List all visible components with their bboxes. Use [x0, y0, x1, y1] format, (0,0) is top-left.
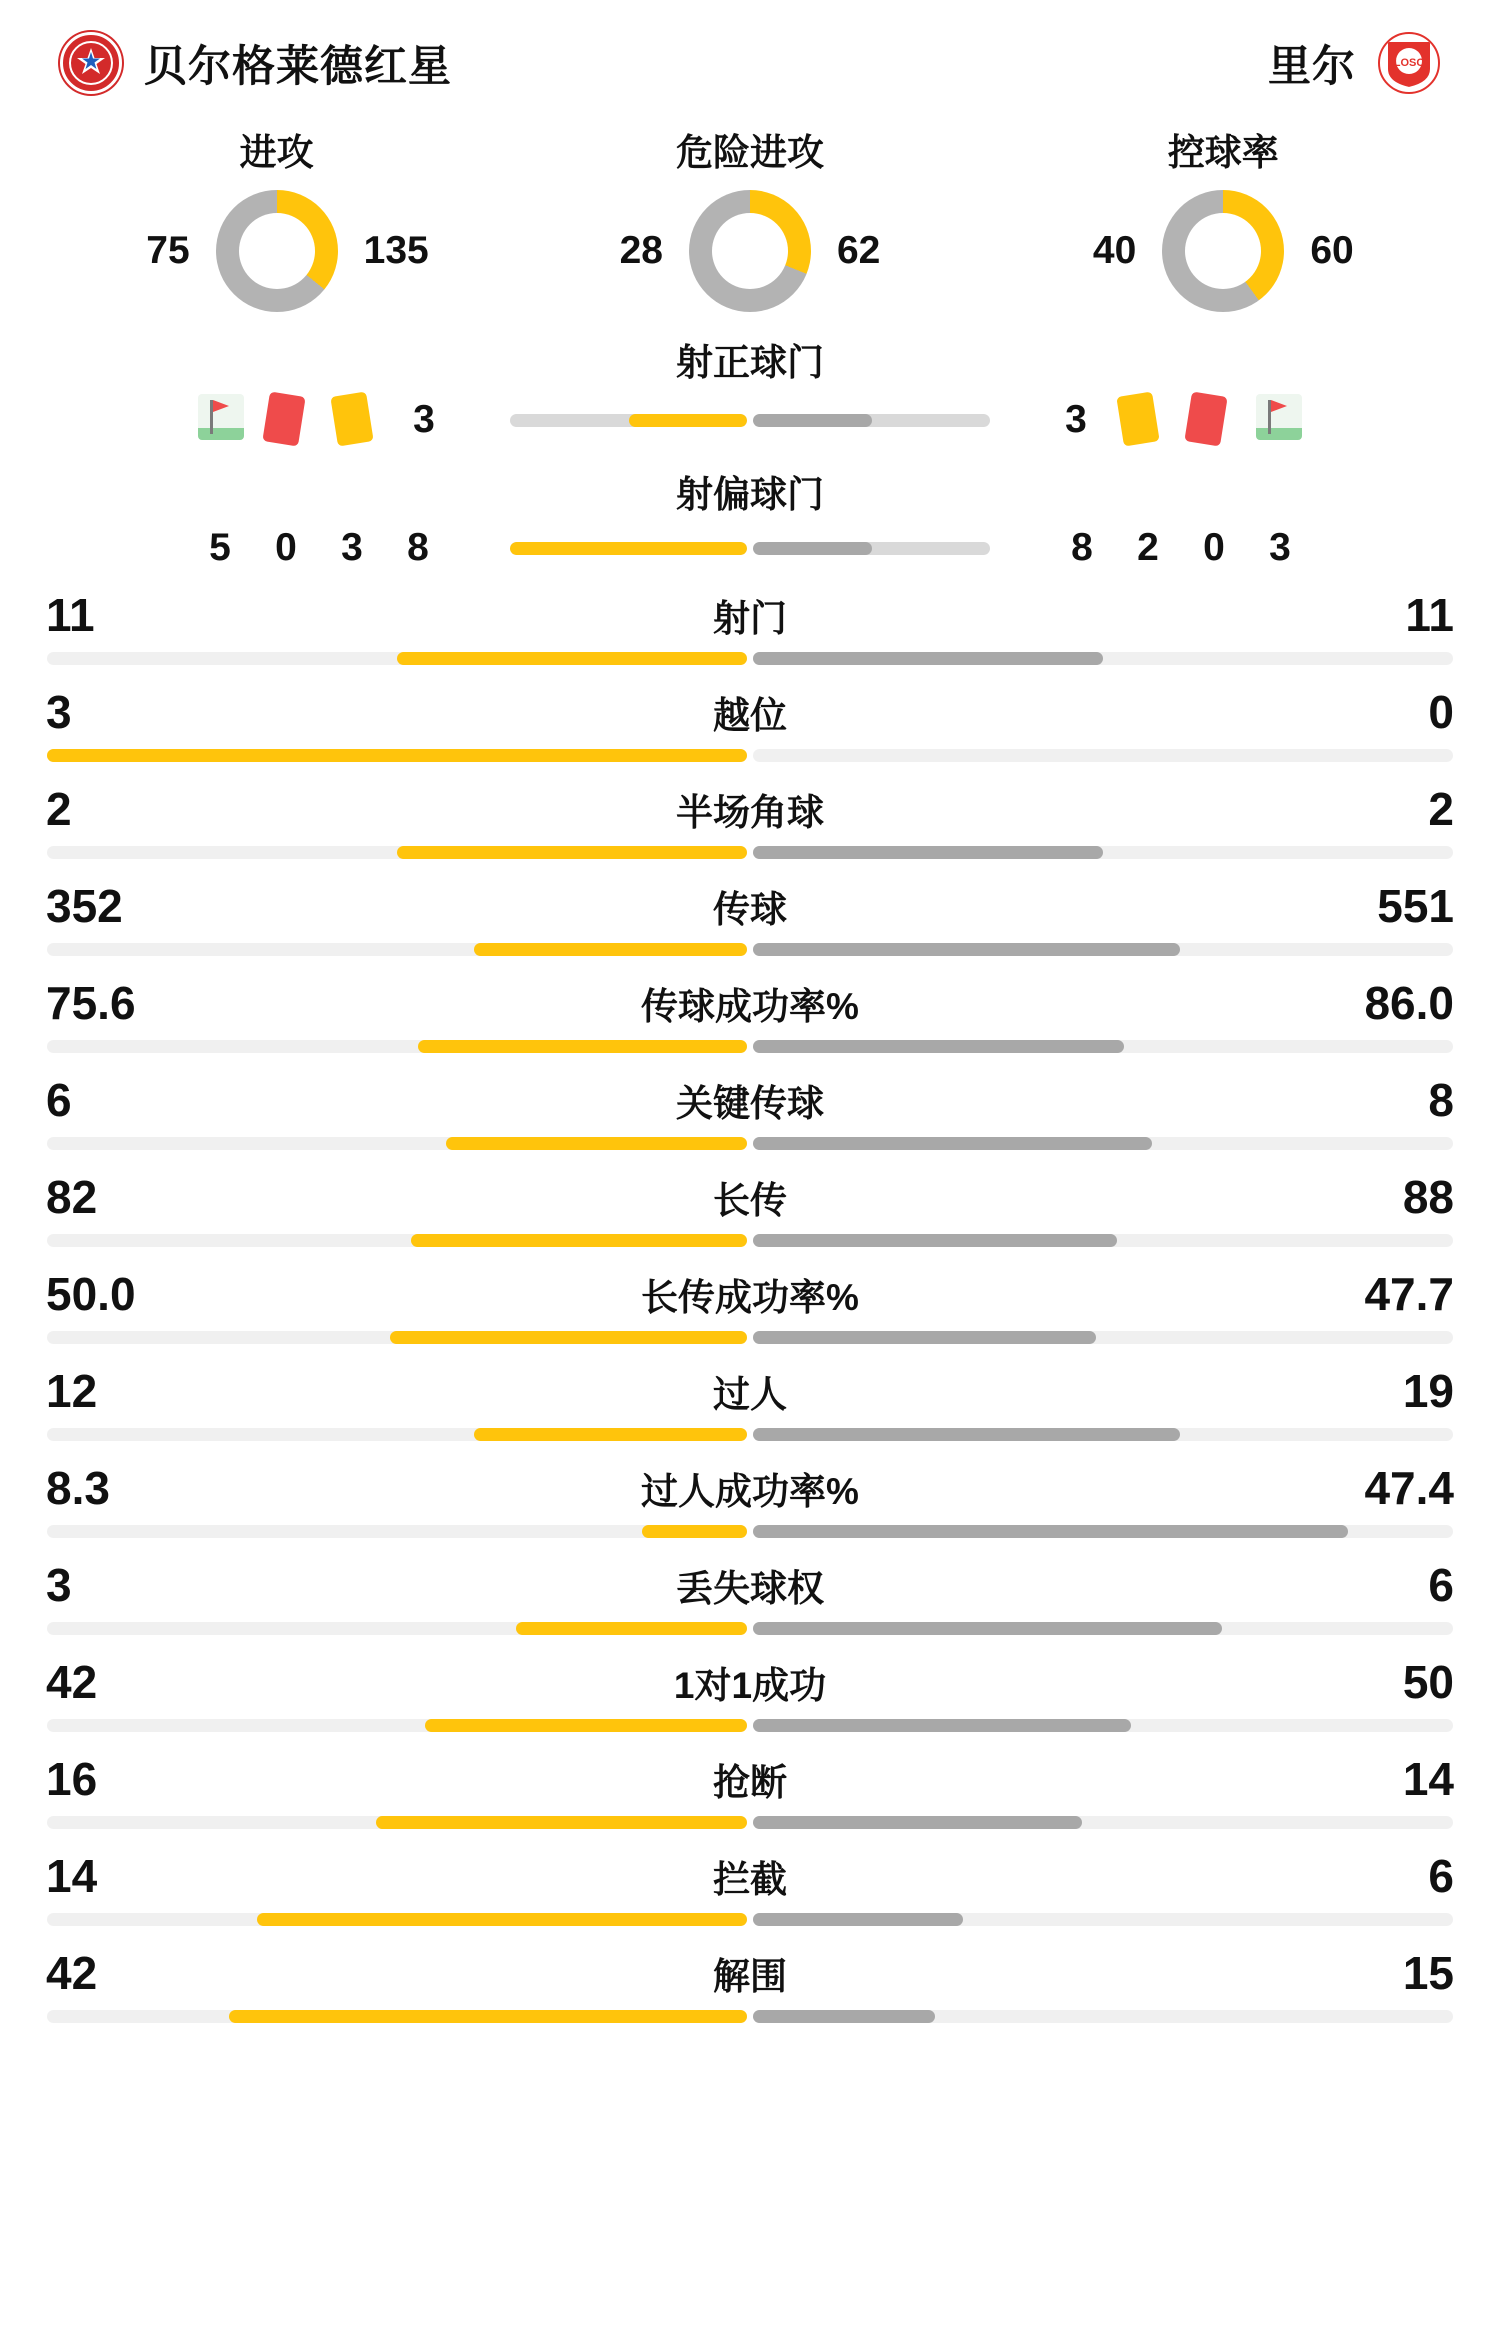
- donut-title: 进攻: [239, 132, 314, 173]
- stat-label: 过人成功率%: [641, 1471, 859, 1512]
- donut-stats: [0, 112, 1500, 318]
- donut-title: 危险进攻: [675, 132, 824, 173]
- stat-bar-away: [753, 846, 1453, 859]
- away-team: [1268, 32, 1440, 94]
- away-yellow-card-count: 2: [1137, 526, 1159, 569]
- stat-home-value: 14: [46, 1850, 98, 1902]
- svg-text:LOSC: LOSC: [1393, 57, 1425, 69]
- stat-away-value: 47.4: [1364, 1462, 1454, 1514]
- yellow-card-icon: [1120, 394, 1166, 446]
- stat-home-value: 6: [46, 1074, 72, 1126]
- donut-away-value: 135: [363, 229, 429, 272]
- stat-away-value: 14: [1402, 1753, 1454, 1805]
- donut-home-value: 40: [1092, 229, 1137, 272]
- stat-row: [42, 1841, 1458, 1938]
- stat-bar-home: [47, 652, 747, 665]
- stat-bar-away: [753, 749, 1453, 762]
- stat-label: 关键传球: [676, 1083, 824, 1124]
- stat-bar-away: [753, 1428, 1453, 1441]
- donut-stat-dangerous-attacks: [540, 122, 960, 312]
- home-team-name: 贝尔格莱德红星: [144, 42, 452, 91]
- stat-row: [42, 1259, 1458, 1356]
- stat-row: [42, 1453, 1458, 1550]
- stat-label: 越位: [713, 695, 787, 736]
- stat-label: 解围: [713, 1956, 787, 1997]
- stat-bar-away: [753, 1622, 1453, 1635]
- stat-bar-away: [753, 1816, 1453, 1829]
- donut-stat-attacks: [67, 122, 487, 312]
- shots-off-target-row: [36, 526, 1464, 570]
- stat-away-value: 50: [1402, 1656, 1454, 1708]
- stat-away-value: 15: [1402, 1947, 1454, 1999]
- losc-lille-crest-icon: [1378, 32, 1440, 94]
- stat-home-value: 75.6: [46, 977, 136, 1029]
- stat-bar-away: [753, 1040, 1453, 1053]
- stat-row: [42, 774, 1458, 871]
- stat-home-value: 8.3: [46, 1462, 110, 1514]
- red-star-belgrade-crest-icon: [60, 32, 122, 94]
- stat-away-value: 0: [1428, 686, 1454, 738]
- stat-bar-home: [47, 1622, 747, 1635]
- stat-bar-away: [753, 652, 1453, 665]
- donut-home-value: 28: [619, 229, 663, 272]
- red-card-icon: [266, 394, 312, 446]
- home-yellow-card-count: 3: [341, 526, 363, 569]
- stat-row: [42, 1065, 1458, 1162]
- stat-list: [0, 570, 1500, 2065]
- stat-away-value: 6: [1428, 1850, 1454, 1902]
- stat-label: 射门: [713, 598, 787, 639]
- red-card-icon: [1188, 394, 1234, 446]
- stat-row: [42, 1938, 1458, 2035]
- stat-bar-away: [753, 1913, 1453, 1926]
- shots-off-target-label: 射偏球门: [676, 474, 824, 515]
- bar-away: [753, 542, 990, 555]
- stat-bar-away: [753, 1719, 1453, 1732]
- stat-home-value: 3: [46, 686, 72, 738]
- stat-bar-away: [753, 1137, 1453, 1150]
- stat-home-value: 42: [46, 1947, 98, 1999]
- stat-home-value: 12: [46, 1365, 98, 1417]
- stat-bar-home: [47, 1428, 747, 1441]
- donut-away-value: 62: [836, 229, 881, 272]
- stat-bar-home: [47, 1816, 747, 1829]
- stat-away-value: 2: [1428, 783, 1454, 835]
- yellow-card-icon: [334, 394, 380, 446]
- shots-on-target-label: 射正球门: [676, 342, 824, 383]
- shots-off-target-home-value: 8: [407, 526, 429, 569]
- corner-flag-icon: [1256, 394, 1302, 446]
- stat-home-value: 3: [46, 1559, 72, 1611]
- shots-on-target-home-value: 3: [413, 398, 435, 441]
- donut-chart: [1162, 190, 1284, 312]
- home-corner-count: 5: [209, 526, 231, 569]
- icon-stats-section: [0, 318, 1500, 570]
- stat-row: [42, 1550, 1458, 1647]
- stat-bar-home: [47, 1137, 747, 1150]
- stat-away-value: 47.7: [1364, 1268, 1454, 1320]
- stat-bar-away: [753, 1234, 1453, 1247]
- stat-bar-home: [47, 1525, 747, 1538]
- stat-bar-home: [47, 1913, 747, 1926]
- home-team: [60, 32, 452, 94]
- stat-bar-away: [753, 1331, 1453, 1344]
- stat-bar-home: [47, 749, 747, 762]
- stat-away-value: 88: [1402, 1171, 1454, 1223]
- stat-label: 传球成功率%: [641, 986, 859, 1027]
- donut-chart: [689, 190, 811, 312]
- stat-label: 传球: [713, 889, 787, 930]
- stat-label: 1对1成功: [673, 1665, 827, 1706]
- stat-away-value: 551: [1377, 880, 1454, 932]
- stat-bar-away: [753, 1525, 1453, 1538]
- stat-home-value: 11: [46, 589, 95, 641]
- stat-away-value: 11: [1405, 589, 1454, 641]
- stat-home-value: 50.0: [46, 1268, 136, 1320]
- stat-home-value: 16: [46, 1753, 98, 1805]
- stat-home-value: 82: [46, 1171, 98, 1223]
- stat-label: 长传成功率%: [641, 1277, 859, 1318]
- stat-away-value: 19: [1402, 1365, 1454, 1417]
- stat-row: [42, 1356, 1458, 1453]
- donut-title: 控球率: [1167, 132, 1279, 173]
- away-red-card-count: 0: [1203, 526, 1225, 569]
- stat-label: 拦截: [713, 1859, 787, 1900]
- bar-home: [510, 542, 747, 555]
- stat-bar-home: [47, 943, 747, 956]
- stat-away-value: 8: [1428, 1074, 1454, 1126]
- shots-off-target-bars: [510, 542, 990, 555]
- stat-home-value: 352: [46, 880, 123, 932]
- bar-home: [510, 414, 747, 427]
- stat-bar-home: [47, 1040, 747, 1053]
- stat-label: 丢失球权: [676, 1568, 824, 1609]
- stat-row: [42, 871, 1458, 968]
- stat-row: [42, 1647, 1458, 1744]
- donut-home-value: 75: [146, 229, 190, 272]
- stat-bar-home: [47, 2010, 747, 2023]
- donut-stat-possession: [1013, 122, 1433, 312]
- corner-flag-icon: [198, 394, 244, 446]
- stat-label: 长传: [713, 1180, 787, 1221]
- shots-off-target-away-value: 8: [1071, 526, 1093, 569]
- donut-chart: [216, 190, 338, 312]
- home-red-card-count: 0: [275, 526, 297, 569]
- stat-row: [42, 580, 1458, 677]
- stat-row: [42, 968, 1458, 1065]
- stat-label: 半场角球: [676, 792, 824, 833]
- stat-row: [42, 677, 1458, 774]
- stat-row: [42, 1162, 1458, 1259]
- stat-home-value: 2: [46, 783, 72, 835]
- shots-on-target-row: [36, 394, 1464, 446]
- away-corner-count: 3: [1269, 526, 1291, 569]
- bar-away: [753, 414, 990, 427]
- stat-label: 过人: [713, 1374, 787, 1415]
- shots-on-target-away-value: 3: [1065, 398, 1087, 441]
- stat-bar-home: [47, 1719, 747, 1732]
- stat-row: [42, 1744, 1458, 1841]
- shots-on-target-bars: [510, 414, 990, 427]
- stat-bar-home: [47, 1234, 747, 1247]
- teams-header: [0, 0, 1500, 112]
- stat-home-value: 42: [46, 1656, 98, 1708]
- stat-away-value: 6: [1428, 1559, 1454, 1611]
- away-team-name: 里尔: [1268, 42, 1356, 91]
- stat-bar-home: [47, 1331, 747, 1344]
- donut-away-value: 60: [1310, 229, 1354, 272]
- stat-bar-away: [753, 943, 1453, 956]
- stat-away-value: 86.0: [1364, 977, 1454, 1029]
- stat-bar-away: [753, 2010, 1453, 2023]
- stat-label: 抢断: [713, 1762, 787, 1803]
- stat-bar-home: [47, 846, 747, 859]
